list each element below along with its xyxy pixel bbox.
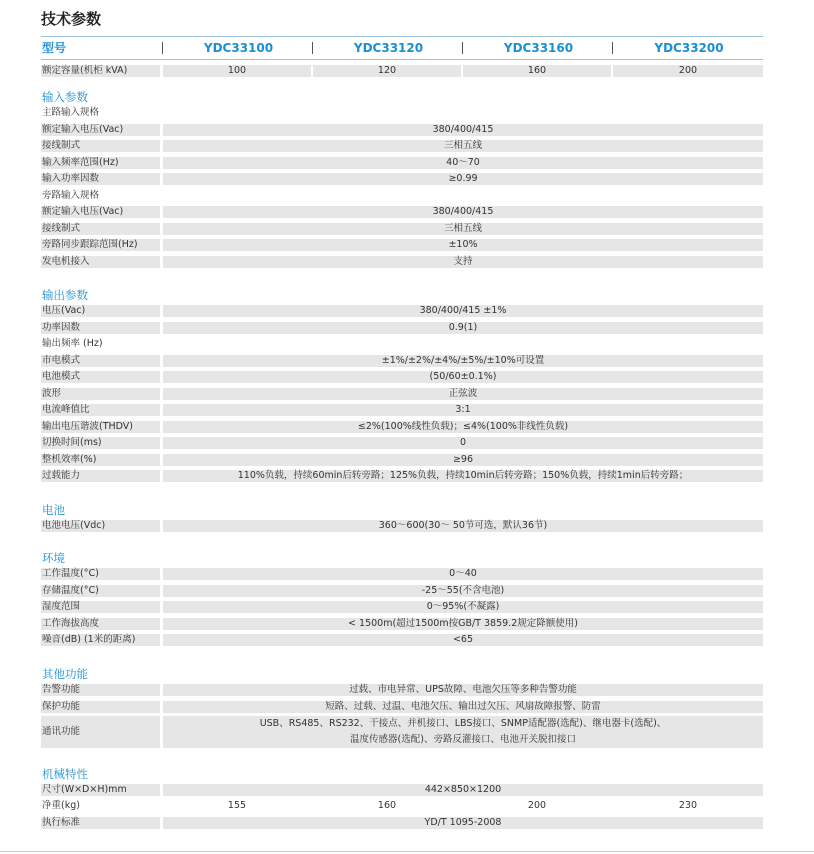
spec-label: 接线制式 — [41, 140, 160, 152]
spec-value: 380/400/415 — [163, 124, 763, 136]
spec-label: 电池模式 — [41, 371, 160, 383]
header-bottom-rule — [41, 59, 763, 60]
spec-label: 发电机接入 — [41, 256, 160, 268]
spec-value: 360～600(30～ 50节可选，默认36节) — [163, 520, 763, 532]
spec-value: ≥96 — [163, 454, 763, 466]
section-battery-title: 电池 — [42, 503, 65, 517]
page-bottom-rule — [0, 851, 814, 852]
capacity-label: 额定容量(机柜 kVA) — [41, 65, 160, 77]
spec-label: 噪音(dB) (1米的距离) — [41, 634, 160, 646]
weight-value: 230 — [678, 800, 698, 811]
header-separator — [612, 42, 613, 54]
spec-value: 3:1 — [163, 404, 763, 416]
spec-label: 过载能力 — [41, 470, 160, 482]
spec-value: 过载、市电异常、UPS故障、电池欠压等多种告警功能 — [163, 684, 763, 696]
spec-label: 电池电压(Vdc) — [41, 520, 160, 532]
header-separator — [162, 42, 163, 54]
spec-label: 输出电压谐波(THDV) — [41, 421, 160, 433]
spec-value: (50/60±0.1%) — [163, 371, 763, 383]
spec-label: 保护功能 — [41, 701, 160, 713]
header-separator — [462, 42, 463, 54]
spec-label: 接线制式 — [41, 223, 160, 235]
spec-label: 电压(Vac) — [41, 305, 160, 317]
spec-value: 380/400/415 ±1% — [163, 305, 763, 317]
model-name: YDC33160 — [503, 41, 574, 55]
spec-label: 告警功能 — [41, 684, 160, 696]
weight-value: 160 — [377, 800, 397, 811]
model-name: YDC33100 — [203, 41, 274, 55]
capacity-value: 100 — [163, 65, 311, 77]
spec-value: 三相五线 — [163, 140, 763, 152]
spec-value: 380/400/415 — [163, 206, 763, 218]
spec-label: 输入频率范围(Hz) — [41, 157, 160, 169]
section-output-title: 输出参数 — [42, 288, 88, 302]
weight-value: 200 — [527, 800, 547, 811]
comm-label: 通讯功能 — [41, 716, 160, 748]
section-mechanical-title: 机械特性 — [42, 767, 88, 781]
spec-label: 整机效率(%) — [41, 454, 160, 466]
page-title: 技术参数 — [41, 10, 102, 28]
spec-value: <65 — [163, 634, 763, 646]
spec-label: 工作温度(°C) — [41, 568, 160, 580]
model-header: 型号 — [42, 41, 67, 55]
section-other-title: 其他功能 — [42, 667, 88, 681]
spec-value: ≥0.99 — [163, 173, 763, 185]
spec-value: < 1500m(超过1500m按GB/T 3859.2规定降额使用) — [163, 618, 763, 630]
capacity-value: 160 — [463, 65, 611, 77]
header-top-rule — [41, 36, 763, 37]
spec-value: ±1%/±2%/±4%/±5%/±10%可设置 — [163, 355, 763, 367]
spec-label: 市电模式 — [41, 355, 160, 367]
weight-label: 净重(kg) — [42, 800, 80, 811]
spec-label: 波形 — [41, 388, 160, 400]
comm-value — [163, 716, 763, 748]
model-name: YDC33120 — [353, 41, 424, 55]
spec-value: 0 — [163, 437, 763, 449]
spec-label: 湿度范围 — [41, 601, 160, 613]
standard-label: 执行标准 — [41, 817, 160, 829]
spec-label: 存储温度(°C) — [41, 585, 160, 597]
weight-value: 155 — [227, 800, 247, 811]
spec-value: ±10% — [163, 239, 763, 251]
size-label: 尺寸(W×D×H)mm — [41, 784, 160, 796]
spec-label: 工作海拔高度 — [41, 618, 160, 630]
spec-value: -25～55(不含电池) — [163, 585, 763, 597]
spec-value: 短路、过载、过温、电池欠压、输出过欠压、风扇故障报警、防雷 — [163, 701, 763, 713]
size-value: 442×850×1200 — [163, 784, 763, 796]
spec-label: 功率因数 — [41, 322, 160, 334]
spec-value: 40～70 — [163, 157, 763, 169]
comm-line-1: USB、RS485、RS232、干接点、并机接口、LBS接口、SNMP适配器(选配)、继电器卡(选配)、 — [259, 718, 667, 729]
capacity-value: 120 — [313, 65, 461, 77]
spec-value: 0～95%(不凝露) — [163, 601, 763, 613]
spec-value: 110%负载，持续60min后转旁路；125%负载，持续10min后转旁路；150%负载，持续1min后转旁路； — [163, 470, 763, 482]
spec-label: 输入功率因数 — [41, 173, 160, 185]
section-environment-title: 环境 — [42, 551, 65, 565]
section-input-title: 输入参数 — [42, 90, 88, 104]
spec-label: 额定输入电压(Vac) — [41, 124, 160, 136]
spec-value: 正弦波 — [163, 388, 763, 400]
spec-label: 主路输入规格 — [42, 107, 100, 118]
model-name: YDC33200 — [654, 41, 724, 55]
capacity-value: 200 — [613, 65, 763, 77]
spec-value: 0～40 — [163, 568, 763, 580]
spec-value: ≤2%(100%线性负载)；≤4%(100%非线性负载) — [163, 421, 763, 433]
spec-value: 三相五线 — [163, 223, 763, 235]
header-separator — [312, 42, 313, 54]
standard-value: YD/T 1095-2008 — [163, 817, 763, 829]
spec-label: 输出频率 (Hz) — [42, 338, 103, 349]
spec-value: 支持 — [163, 256, 763, 268]
spec-label: 旁路输入规格 — [42, 189, 100, 201]
spec-label: 切换时间(ms) — [41, 437, 160, 449]
spec-value: 0.9(1) — [163, 322, 763, 334]
spec-label: 电流峰值比 — [41, 404, 160, 416]
spec-label: 额定输入电压(Vac) — [41, 206, 160, 218]
spec-label: 旁路同步跟踪范围(Hz) — [41, 239, 160, 251]
comm-line-2: 温度传感器(选配)、旁路反灌接口、电池开关脱扣接口 — [350, 734, 576, 745]
